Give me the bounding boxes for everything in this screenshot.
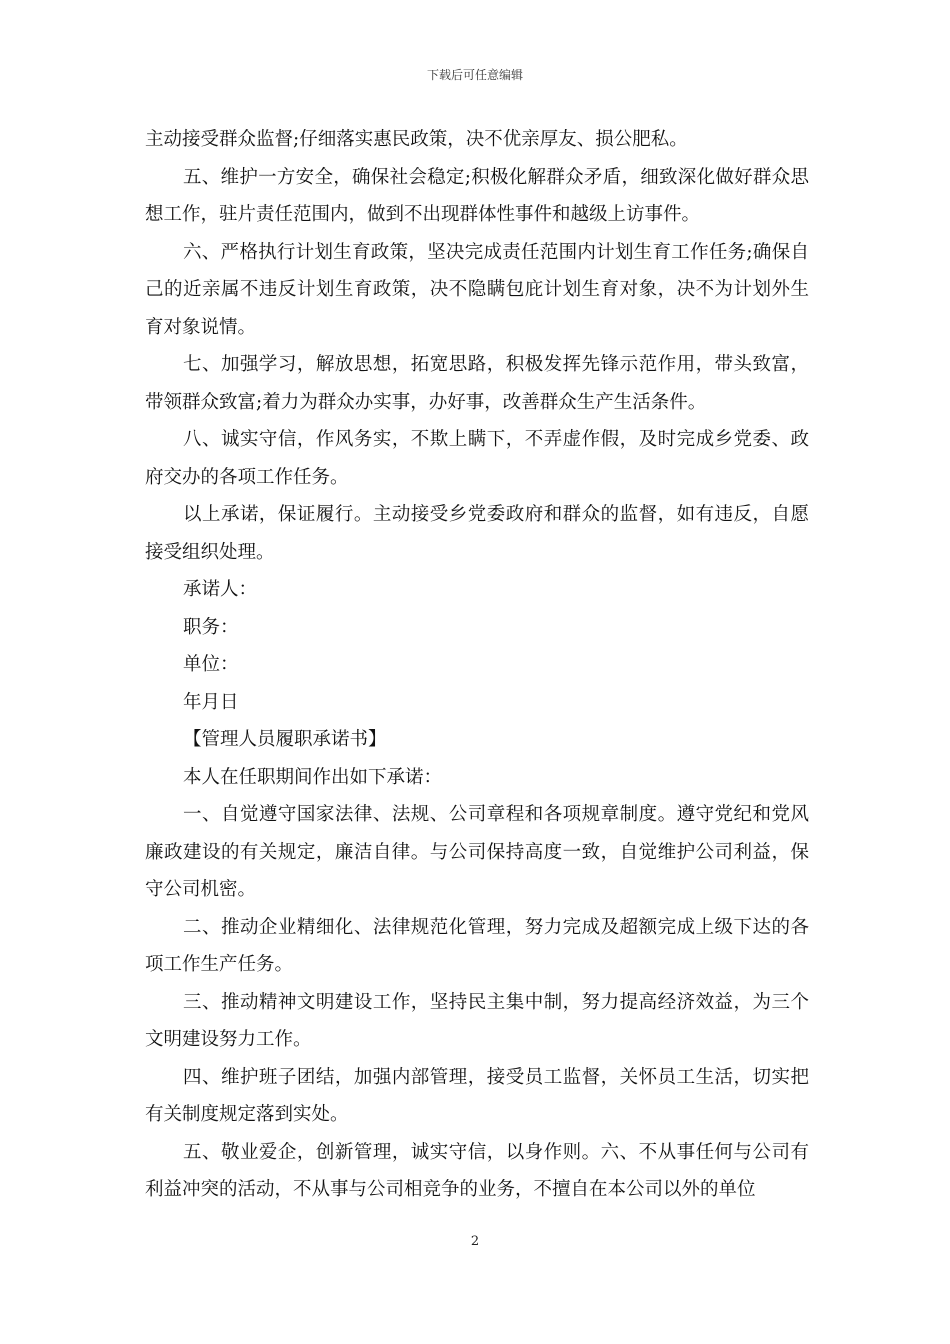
paragraph: 三、推动精神文明建设工作，坚持民主集中制，努力提高经济效益，为三个文明建设努力工作。 bbox=[145, 991, 809, 1050]
date-label: 年月日 bbox=[183, 691, 239, 713]
position-label: 职务： bbox=[183, 616, 239, 638]
paragraph: 一、自觉遵守国家法律、法规、公司章程和各项规章制度。遵守党纪和党风廉政建设的有关规定，廉洁自律。与公司保持高度一致，自觉维护公司利益，保守公司机密。 bbox=[145, 804, 809, 900]
signatory-label: 承诺人： bbox=[183, 579, 258, 600]
paragraph: 八、诚实守信，作风务实，不欺上瞒下，不弄虚作假，及时完成乡党委、政府交办的各项工作任务。 bbox=[145, 429, 809, 488]
paragraph: 五、敬业爱企，创新管理，诚实守信，以身作则。六、不从事任何与公司有利益冲突的活动，不从事与公司相竞争的业务，不擅自在本公司以外的单位 bbox=[145, 1141, 809, 1200]
document-body bbox=[145, 121, 809, 1209]
paragraph: 七、加强学习，解放思想，拓宽思路，积极发挥先锋示范作用，带头致富，带领群众致富;着力为群众办实事，办好事，改善群众生产生活条件。 bbox=[145, 354, 809, 413]
header-note: 下载后可任意编辑 bbox=[426, 68, 523, 82]
paragraph: 以上承诺，保证履行。主动接受乡党委政府和群众的监督，如有违反，自愿接受组织处理。 bbox=[145, 504, 809, 563]
paragraph: 四、维护班子团结，加强内部管理，接受员工监督，关怀员工生活，切实把有关制度规定落到实处。 bbox=[145, 1066, 809, 1125]
paragraph: 本人在任职期间作出如下承诺： bbox=[183, 766, 443, 788]
paragraph: 六、严格执行计划生育政策，坚决完成责任范围内计划生育工作任务;确保自己的近亲属不违反计划生育政策，决不隐瞒包庇计划生育对象，决不为计划外生育对象说情。 bbox=[145, 241, 809, 338]
paragraph: 五、维护一方安全，确保社会稳定;积极化解群众矛盾，细致深化做好群众思想工作，驻片责任范围内，做到不出现群体性事件和越级上访事件。 bbox=[145, 166, 809, 225]
paragraph: 二、推动企业精细化、法律规范化管理，努力完成及超额完成上级下达的各项工作生产任务。 bbox=[145, 916, 809, 975]
page-number: 2 bbox=[470, 1234, 480, 1249]
unit-label: 单位： bbox=[183, 654, 239, 675]
section-title: 【管理人员履职承诺书】 bbox=[183, 729, 387, 750]
paragraph: 主动接受群众监督;仔细落实惠民政策，决不优亲厚友、损公肥私。 bbox=[145, 129, 688, 150]
